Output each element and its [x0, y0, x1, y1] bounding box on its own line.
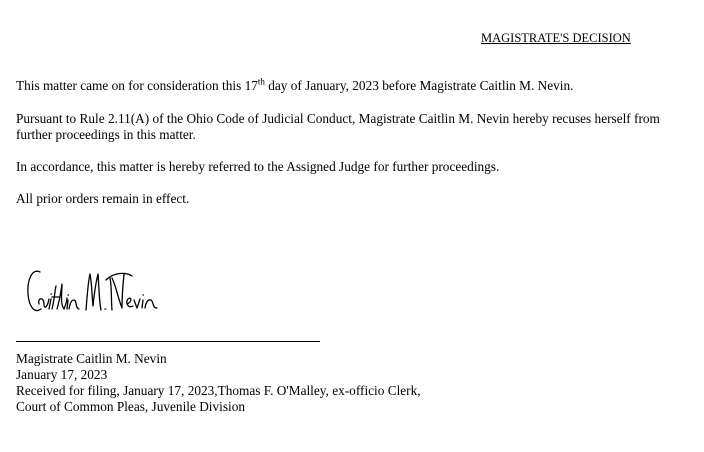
- decision-date: January 17, 2023: [16, 367, 108, 382]
- court-name: Court of Common Pleas, Juvenile Division: [16, 399, 245, 414]
- document-title: MAGISTRATE'S DECISION: [481, 31, 631, 45]
- handwritten-signature: [24, 262, 174, 322]
- paragraph-prior-orders: All prior orders remain in effect.: [16, 191, 190, 206]
- signature-line: [16, 341, 320, 342]
- filing-received-line: Received for filing, January 17, 2023,Thomas F. O'Malley, ex-officio Clerk,: [16, 383, 421, 398]
- ordinal-suffix: th: [257, 76, 265, 87]
- magistrate-name: Magistrate Caitlin M. Nevin: [16, 351, 167, 366]
- consideration-text-start: This matter came on for consideration this 17: [16, 78, 258, 93]
- paragraph-consideration: [16, 78, 696, 94]
- consideration-text-end: day of January, 2023 before Magistrate Caitlin M. Nevin.: [264, 78, 574, 93]
- paragraph-referral: In accordance, this matter is hereby referred to the Assigned Judge for further proceedings.: [16, 159, 500, 174]
- signature-text: Caitlin M. Nevin: [24, 320, 31, 321]
- signature-block: [16, 351, 421, 415]
- paragraph-recusal: Pursuant to Rule 2.11(A) of the Ohio Code of Judicial Conduct, Magistrate Caitlin M. Nevin hereby recuses herself from further proceedings in this matter.: [16, 111, 660, 142]
